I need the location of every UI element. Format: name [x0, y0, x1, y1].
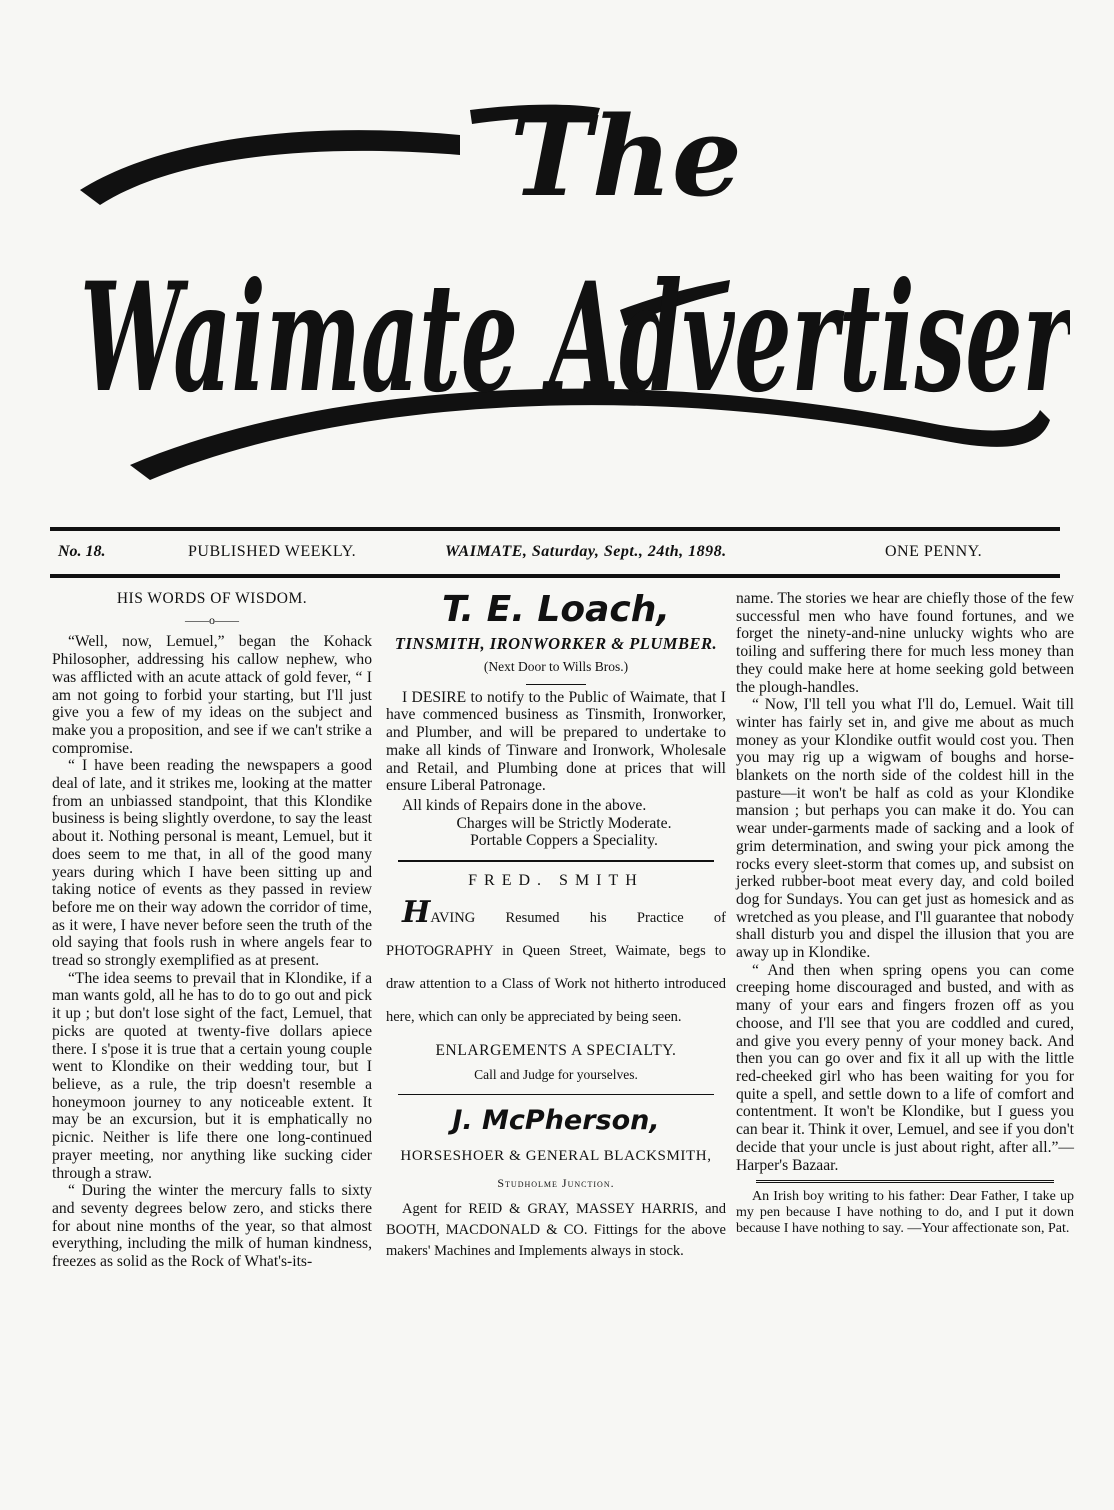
filler-divider	[756, 1182, 1054, 1183]
price: ONE PENNY.	[885, 543, 983, 560]
article-paragraph: “ During the winter the mercury falls to sixty and seventy degrees below zero, and sticks there for about nine months of the year, so that almost everything, including the milk of human kindness, freezes as solid as the Rock of What's-its-	[52, 1182, 372, 1271]
ad-fred-text: AVING Resumed his Practice of PHOTOGRAPHY in Queen Street, Waimate, begs to draw attention to a Class of Work not hitherto introduced here, which can only be appreciated by being seen.	[386, 910, 726, 1026]
article-paragraph: name. The stories we hear are chiefly those of the few successful men who have found fortunes, and we forget the ninety-and-nine unlucky wights who are toiling and suffering there for much less money than they could make here at home seeking gold between the plough-handles.	[736, 590, 1074, 696]
article-paragraph: “ I have been reading the newspapers a good deal of late, and it strikes me, looking at the matter from an unbiassed standpoint, that this Klondike business is being slightly overdone, to say the least about it. Nothing personal is meant, Lemuel, but it does seem to me that, in all of the good many years during which I have been sitting up and taking notice of events as they passed in review before me on their way adown the corridor of time, as it were, I have never before seen the truth of the old saying that fools rush in where angels fear to tread so strongly exemplified as at present.	[52, 757, 372, 970]
masthead	[40, 80, 1070, 520]
publication-frequency: PUBLISHED WEEKLY.	[188, 543, 357, 560]
ad-mcpherson-location: Studholme Junction.	[497, 1176, 615, 1191]
article-paragraph: “Well, now, Lemuel,” began the Kohack Philosopher, addressing his callow nephew, who was afflicted with an acute attack of gold fever, “ I am not going to forbid your starting, but I'll just give you a few of my ideas on the subject and make you a proposition, and see if we can't strike a compromise.	[52, 633, 372, 757]
ad-divider	[398, 1094, 714, 1096]
ad-fred-enlargements: ENLARGEMENTS A SPECIALTY.	[435, 1042, 677, 1060]
advertisements-column	[386, 590, 726, 1262]
ad-mcpherson-name: J. McPherson,	[452, 1105, 660, 1137]
ad-loach-charges: Charges will be Strictly Moderate.	[456, 814, 672, 832]
ad-mcpherson	[386, 1105, 726, 1262]
ad-loach-coppers: Portable Coppers a Speciality.	[470, 832, 658, 850]
article-his-words-of-wisdom	[52, 590, 372, 1271]
masthead-rule-bottom	[50, 574, 1060, 578]
masthead-rule-top	[50, 527, 1060, 531]
article-paragraph: “ And then when spring opens you can come creeping home discouraged and busted, and with as many of your ears and fingers frozen off as you choose, and I'll see that you are coddled and cured, and give you every penny of your money back. And then you can go over and fix it all up with the little red-cheeked girl who has been waiting for you for quite a spell, and settle down to a life of comfort and contentment. It won't be Klondike, but I guess you can bear it. Think it over, Lemuel, and see if you don't decide that your uncle is just about right, after all.”—Harper's Bazaar.	[736, 961, 1074, 1174]
filler-irish-boy: An Irish boy writing to his father: Dear Father, I take up my pen because I have nothing to do, and I put it down because I have nothing to say. —Your affectionate son, Pat.	[736, 1189, 1074, 1237]
ad-fred-body	[386, 895, 726, 1034]
ad-divider	[398, 860, 714, 862]
ad-fred-smith	[386, 872, 726, 1084]
ad-divider	[526, 684, 586, 685]
ad-loach-repairs: All kinds of Repairs done in the above.	[402, 796, 647, 814]
article-paragraph: “ Now, I'll tell you what I'll do, Lemuel. Wait till winter has fairly set in, and give me about as much money as your Klondike outfit would cost you. Then you may rig up a wigwam of boughs and horse-blankets on the north side of the coldest hill in the pasture—it won't be half as cold as your Klondike mansion ; but perhaps you can make it do. You can wear under-garments made of sacking and a look of grim determination, and swing your pick among the rocks every sleet-storm that comes up, and subsist on jerked rubber-boot meat every day, and cold boiled dog for Sundays. You can get just as homesick and as wretched as you please, and I'll guarantee that nobody shall disturb you and dispel the illusion that you are away up in Klondike.	[736, 696, 1074, 962]
ad-loach-address: (Next Door to Wills Bros.)	[483, 659, 629, 674]
ad-loach-name: T. E. Loach,	[441, 589, 671, 630]
ad-loach-trade: TINSMITH, IRONWORKER & PLUMBER.	[394, 634, 718, 653]
masthead-title: Waimate Advertiser	[80, 250, 1070, 426]
masthead-logo	[40, 80, 1070, 520]
article-heading: HIS WORDS OF WISDOM.	[116, 590, 308, 607]
place-date: WAIMATE, Saturday, Sept., 24th, 1898.	[445, 543, 727, 560]
ad-mcpherson-body: Agent for REID & GRAY, MASSEY HARRIS, and BOOTH, MACDONALD & CO. Fittings for the above makers' Machines and Implements always in stock.	[386, 1200, 726, 1259]
drop-cap: H	[402, 895, 431, 931]
article-paragraph: “The idea seems to prevail that in Klondike, if a man wants gold, all he has to do to go out and pick it up ; but don't lose sight of the fact, Lemuel, that picks are quoted at twenty-five dollars apiece there. I s'pose it is true that a certain young couple went to Klondike on their wedding tour, but I believe, as a rule, the trip doesn't resemble a honeymoon journey to any noticeable extent. It may be an excursion, but it is emphatically no picnic. Neither is life there one long-continued prayer meeting, nor anything like sucking cider through a straw.	[52, 969, 372, 1182]
filler-divider	[756, 1180, 1054, 1181]
ad-loach	[386, 590, 726, 850]
ad-fred-call: Call and Judge for yourselves.	[474, 1066, 638, 1082]
dateline	[50, 538, 1060, 566]
masthead-the: The	[510, 92, 742, 221]
article-separator: ——o——	[185, 612, 239, 627]
ad-mcpherson-trade: HORSESHOER & GENERAL BLACKSMITH,	[400, 1148, 712, 1165]
ad-loach-body: I DESIRE to notify to the Public of Waimate, that I have commenced business as Tinsmith, Ironworker, and Plumber, and will be prepared to undertake to make all kinds of Tinware and Ironwork, Wholesale and Retail, and Plumbing done at prices that will ensure Liberal Patronage.	[386, 688, 726, 795]
issue-number: No. 18.	[58, 543, 106, 560]
ad-fred-name: FRED. SMITH	[468, 871, 644, 889]
article-continuation	[736, 590, 1074, 1237]
